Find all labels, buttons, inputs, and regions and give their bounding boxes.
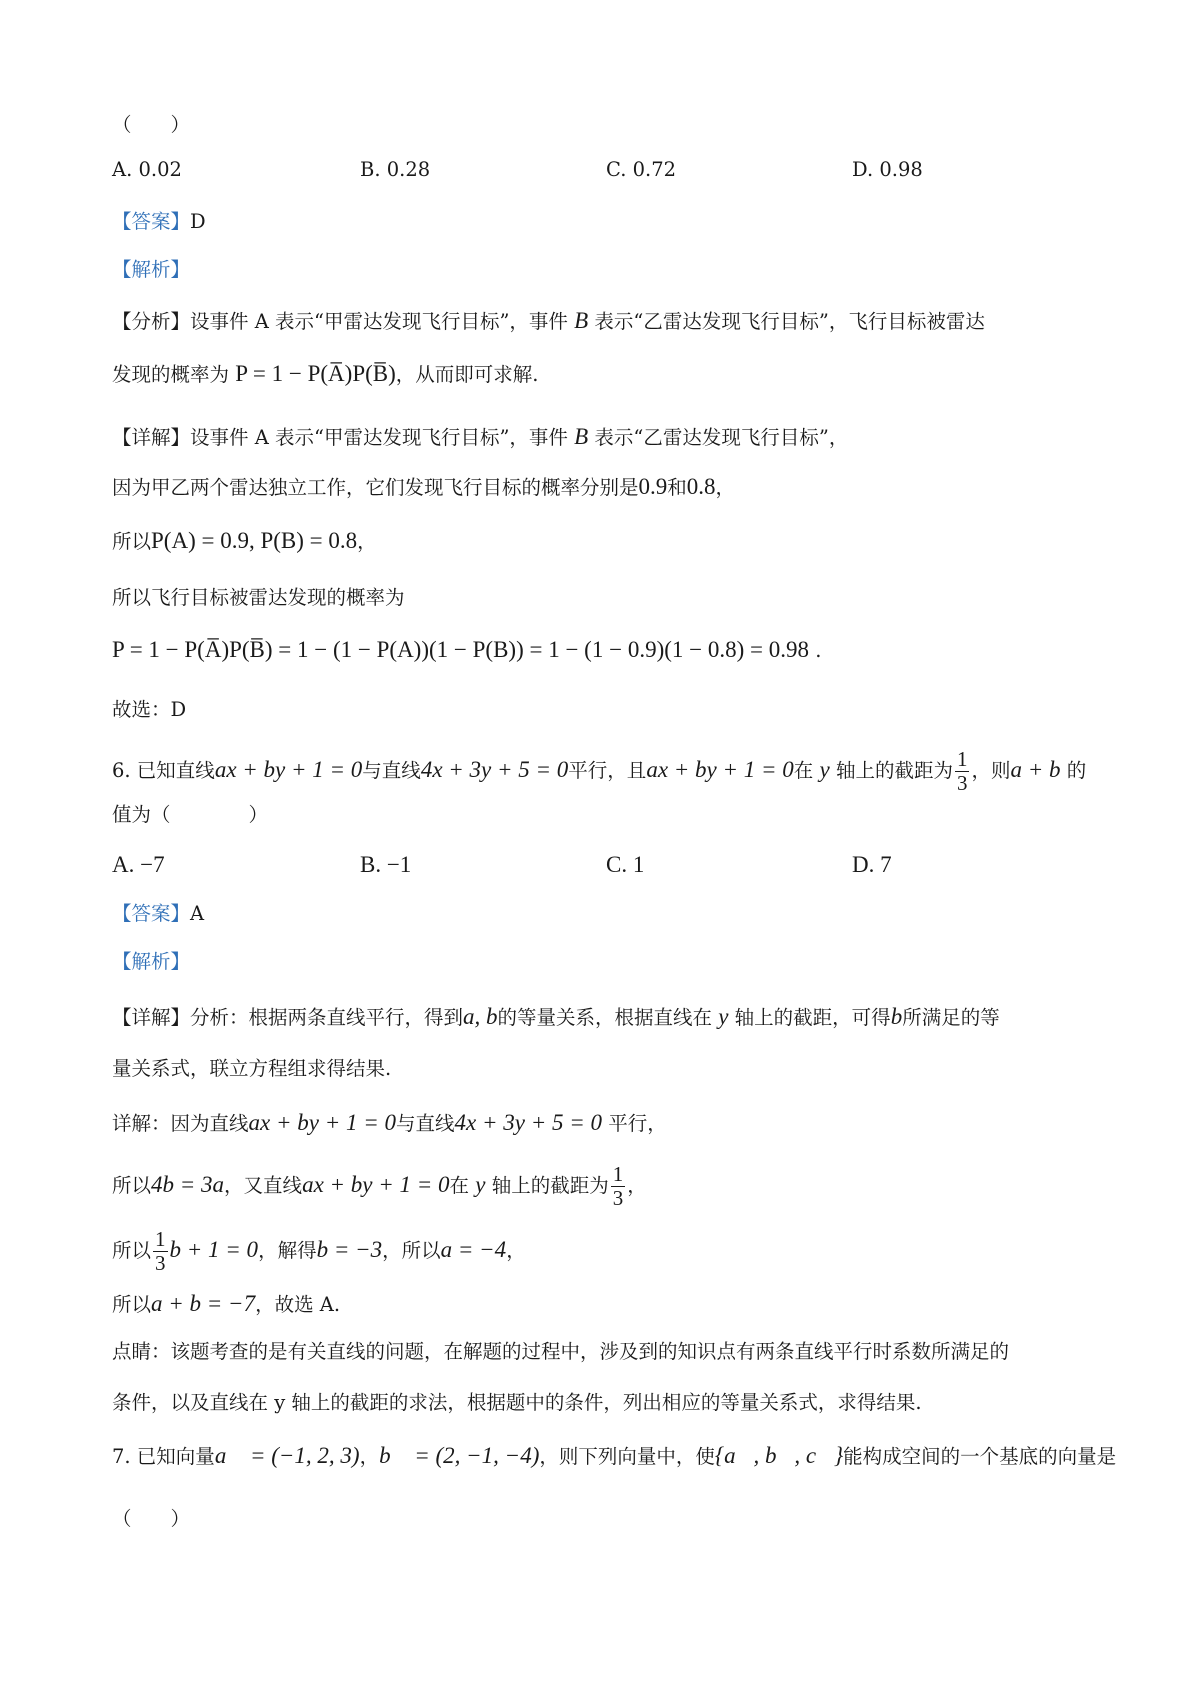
eq-b-plus-1: b + 1 = 0 xyxy=(169,1237,259,1263)
q6-option-b xyxy=(360,852,411,878)
q6-analysis-tag: 【解析】 xyxy=(112,950,191,973)
line-eq-1: ax + by + 1 = 0 xyxy=(302,1172,450,1198)
eq-b-value: b = −3 xyxy=(316,1237,383,1263)
so-word: 所以 xyxy=(112,530,152,553)
q6-d3-b: 平行， xyxy=(608,1112,667,1135)
q6-detail-line2: 量关系式，联立方程组求得结果. xyxy=(112,1057,392,1080)
q6-answer xyxy=(112,902,204,925)
answer-value: D xyxy=(190,210,206,233)
q6-d1-b: 的等量关系，根据直线在 xyxy=(497,1006,713,1029)
answer-tag: 【答案】 xyxy=(112,902,191,925)
prob-value-2: 0.8 xyxy=(686,474,716,499)
fraction-one-third xyxy=(611,1163,626,1210)
fenxi-text: 设事件 A 表示“甲雷达发现飞行目标”，事件 xyxy=(190,310,568,333)
q6-comment-line1: 点睛：该题考查的是有关直线的问题，在解题的过程中，涉及到的知识点有两条直线平行时系数所满足的 xyxy=(112,1340,1010,1363)
q6-detail-line5 xyxy=(112,1228,526,1275)
denominator: 3 xyxy=(155,1251,166,1276)
b-symbol: b xyxy=(890,1004,903,1029)
denominator: 3 xyxy=(956,771,968,796)
fenxi-tag: 【分析】 xyxy=(112,310,191,333)
q6-option-c xyxy=(606,852,644,878)
prob-value-1: 0.9 xyxy=(638,474,668,499)
q6-text-a: 6. 已知直线 xyxy=(112,759,215,783)
q5-detail-line1 xyxy=(112,423,848,451)
q5-choice: 故选：D xyxy=(112,698,187,721)
q6-d5-b: ，解得 xyxy=(258,1239,317,1263)
q6-d1-c: 轴上的截距，可得 xyxy=(734,1006,891,1029)
vector-b: b⃗ = (2, −1, −4) xyxy=(379,1443,540,1468)
and-word: 和 xyxy=(667,476,687,499)
prob-formula: P(A) = 0.9, P(B) = 0.8 xyxy=(151,528,358,553)
detail-text: 设事件 A 表示“甲雷达发现飞行目标”，事件 xyxy=(190,426,568,449)
q6-detail-line3 xyxy=(112,1109,667,1137)
numerator: 1 xyxy=(612,1162,624,1186)
q6-text-c: 平行，且 xyxy=(568,759,647,783)
eq-a-plus-b: a + b = −7 xyxy=(151,1291,256,1316)
detail-text-2: 表示“乙雷达发现飞行目标”， xyxy=(594,426,849,449)
y-symbol: y xyxy=(475,1172,486,1198)
detail-tag: 【详解】 xyxy=(112,426,191,449)
numerator: 1 xyxy=(956,747,968,771)
vector-a: a⃗ = (−1, 2, 3) xyxy=(214,1443,360,1468)
fraction-one-third xyxy=(153,1228,168,1275)
q6-detail-line4 xyxy=(112,1163,647,1210)
q6-text-e: 轴上的截距为 xyxy=(835,759,953,783)
q5-detail-line2 xyxy=(112,473,735,501)
q5-option-a: A. 0.02 xyxy=(112,158,182,181)
q6-text-g: 的 xyxy=(1066,759,1087,783)
so-word: 所以 xyxy=(112,1239,152,1263)
line-eq-1: ax + by + 1 = 0 xyxy=(646,757,794,783)
q6-text-b: 与直线 xyxy=(362,759,421,783)
q6-stem-line2: 值为（ ） xyxy=(112,803,269,826)
q7-stem-line1 xyxy=(112,1442,1116,1470)
fenxi-text-2: 表示“乙雷达发现飞行目标”，飞行目标被雷达 xyxy=(594,310,985,333)
q6-stem-line1 xyxy=(112,748,1086,795)
q5-detail-line4: 所以飞行目标被雷达发现的概率为 xyxy=(112,586,405,609)
y-symbol: y xyxy=(819,757,830,783)
answer-value: A xyxy=(190,902,205,925)
q5-option-b: B. 0.28 xyxy=(360,158,431,181)
q5-answer xyxy=(112,210,206,233)
q6-option-d xyxy=(852,852,892,878)
line-eq-1: ax + by + 1 = 0 xyxy=(214,757,363,783)
detail-text-3: 因为甲乙两个雷达独立工作，它们发现飞行目标的概率分别是 xyxy=(112,476,639,499)
numerator: 1 xyxy=(155,1227,166,1251)
q6-d3-a: 详解：因为直线 xyxy=(112,1112,249,1135)
detail-tag: 【详解】 xyxy=(112,1006,191,1029)
q6-text-d: 在 xyxy=(793,759,814,783)
q6-detail-line6 xyxy=(112,1290,340,1318)
q5-option-d: D. 0.98 xyxy=(852,158,923,181)
q6-text-b: 与直线 xyxy=(396,1112,455,1135)
y-symbol: y xyxy=(718,1004,729,1029)
so-word: 所以 xyxy=(112,1293,152,1316)
option-d-text: D. 7 xyxy=(852,852,892,877)
answer-tag: 【答案】 xyxy=(112,210,191,233)
q6-detail-line1 xyxy=(112,1003,1000,1031)
line-eq-2: 4x + 3y + 5 = 0 xyxy=(454,1110,602,1135)
option-c-text: C. 1 xyxy=(606,852,645,877)
q6-text-d: 在 xyxy=(449,1174,470,1198)
q5-fenxi-line1 xyxy=(112,307,985,335)
comma: ， xyxy=(357,530,377,553)
q5-fenxi-line2 xyxy=(112,360,538,388)
comma: ， xyxy=(715,476,736,499)
q5-detail-line3 xyxy=(112,527,377,555)
q6-text-f: ，则 xyxy=(971,759,1011,783)
line-eq-2: 4x + 3y + 5 = 0 xyxy=(420,757,569,783)
eq-4b-3a: 4b = 3a xyxy=(151,1172,225,1198)
q5-paren: （ ） xyxy=(112,113,191,136)
q7-paren: （ ） xyxy=(112,1507,191,1530)
event-b-symbol: B xyxy=(574,308,589,333)
q7-text-a: 7. 已知向量 xyxy=(112,1445,215,1468)
denominator: 3 xyxy=(612,1186,624,1211)
full-formula: P = 1 − P(A̅)P(B̅) = 1 − (1 − P(A))(1 − P(B)) = 1 − (1 − 0.9)(1 − 0.8) = 0.98 xyxy=(112,637,809,662)
q7-text-c: 能构成空间的一个基底的向量是 xyxy=(843,1445,1117,1468)
fenxi-text-3: 发现的概率为 xyxy=(112,363,230,386)
option-a-text: A. −7 xyxy=(112,852,165,877)
q5-option-c: C. 0.72 xyxy=(606,158,677,181)
comma: ， xyxy=(627,1174,647,1198)
so-word: 所以 xyxy=(112,1174,152,1198)
q5-detail-formula: P = 1 − P(A̅)P(B̅) = 1 − (1 − P(A))(1 − P(B)) = 1 − (1 − 0.9)(1 − 0.8) = 0.98 . xyxy=(112,637,822,662)
q5-analysis-tag: 【解析】 xyxy=(112,258,191,281)
q6-d4-b: ，又直线 xyxy=(224,1174,303,1198)
q6-d4-c: 轴上的截距为 xyxy=(491,1174,609,1198)
line-eq-1: ax + by + 1 = 0 xyxy=(248,1110,396,1135)
q6-d6-b: ，故选 A. xyxy=(255,1293,341,1316)
q6-d1-d: 所满足的等 xyxy=(902,1006,1000,1029)
q7-text-b: ，则下列向量中，使 xyxy=(539,1445,715,1468)
q6-option-a xyxy=(112,852,165,878)
comma: ， xyxy=(506,1239,526,1263)
fenxi-text-4: ，从而即可求解. xyxy=(395,363,539,386)
q6-d1-a: 分析：根据两条直线平行，得到 xyxy=(190,1006,464,1029)
q6-comment-line2: 条件，以及直线在 y 轴上的截距的求法，根据题中的条件，列出相应的等量关系式，求得结果. xyxy=(112,1391,922,1414)
event-b-symbol: B xyxy=(574,424,589,449)
a-plus-b: a + b xyxy=(1010,757,1061,783)
eq-a-value: a = −4 xyxy=(440,1237,507,1263)
fraction-one-third xyxy=(955,748,970,795)
basis-set: {a⃗, b⃗, c⃗} xyxy=(714,1443,844,1468)
option-b-text: B. −1 xyxy=(360,852,412,877)
comma: ， xyxy=(359,1445,380,1468)
a-b-symbols: a, b xyxy=(463,1004,498,1029)
fenxi-formula: P = 1 − P(A̅)P(B̅) xyxy=(235,361,396,386)
q6-d5-c: ，所以 xyxy=(382,1239,441,1263)
